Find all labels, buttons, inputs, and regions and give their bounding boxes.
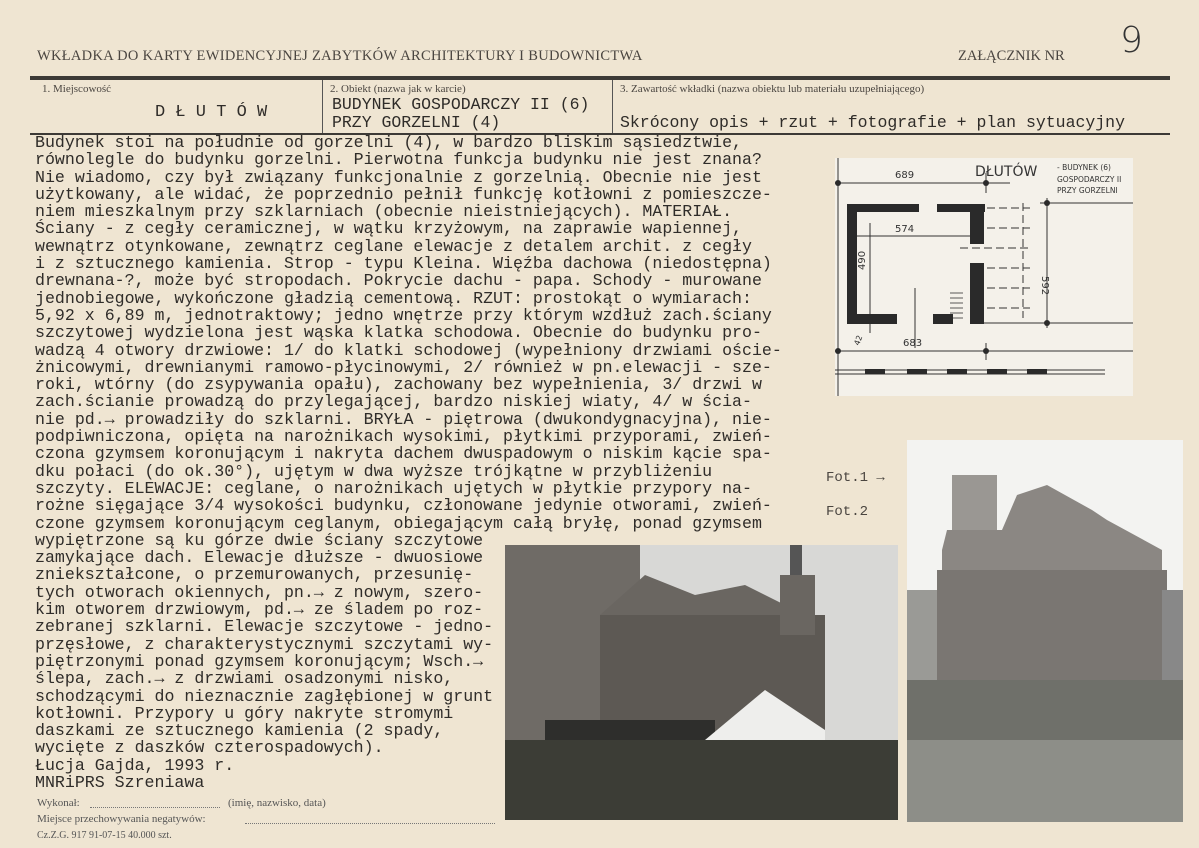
dim-top: 689 <box>895 170 915 181</box>
description-line: równolegle do budynku gorzelni. Pierwotna funkcja budynku nie jest znana? <box>35 150 762 170</box>
description-line: Ściany - z cegły ceramicznej, w wątku krzyżowym, na zaprawie wapiennej, <box>35 219 743 239</box>
description-line: jednobiegowe, wykończone gładzią cementową. RZUT: prostokąt o wymiarach: <box>35 288 752 308</box>
description-line: użytkowany, ale widać, że poprzednio pełnił funkcję kotłowni z pomieszcze- <box>35 184 772 204</box>
description-line: wewnątrz otynkowane, zewnątrz ceglane elewacje z detalem archit. z cegły <box>35 236 752 256</box>
description-line: daszkami ze sztucznego kamienia (2 spady, <box>35 721 444 741</box>
description-line: Nie wiadomo, czy był związany funkcjonalnie z gorzelnią. Obecnie nie jest <box>35 167 762 187</box>
made-by-label: Wykonał: <box>37 797 80 809</box>
made-by-line <box>90 807 220 808</box>
header-rule <box>30 76 1170 80</box>
description-line: Budynek stoi na południe od gorzelni (4), w bardzo bliskim sąsiedztwie, <box>35 133 743 152</box>
description-line: szczytowej wydzielona jest wąska klatka schodowa. Obecnie do budynku pro- <box>35 323 762 343</box>
print-info: Cz.Z.G. 917 91-07-15 40.000 szt. <box>37 830 172 841</box>
description-line: szczyty. ELEWACJE: ceglane, o narożnikach ujętych w płytkie przypory na- <box>35 478 752 498</box>
photo-building-view-1 <box>505 545 898 820</box>
dim-inner-width: 574 <box>895 224 915 235</box>
description-line: przęsłowe, z charakterystycznymi szczytami wy- <box>35 634 494 654</box>
description-line: drewnana-?, może być stropodach. Pokrycie dachu - papa. Schody - murowane <box>35 271 762 291</box>
floor-plan <box>835 158 1133 396</box>
content-label: 3. Zawartość wkładki (nazwa obiektu lub materiału uzupełniającego) <box>620 83 925 95</box>
annex-number: 9 <box>1120 20 1143 61</box>
description-line: żnicowymi, drewnianymi ramowo-płycinowymi, 2/ również w pn.elewacji - sze- <box>35 357 772 377</box>
description-line: zach.ścianie prowadzą do przylegającej, bardzo niskiej wiaty, 4/ w ścia- <box>35 392 752 412</box>
description-line: niem mieszkalnym przy szklarniach (obecnie nieistniejących). MATERIAŁ. <box>35 202 733 222</box>
dim-wall: 42 <box>852 334 865 347</box>
description-line: kotłowni. Przypory u góry nakryte stromymi <box>35 703 454 723</box>
photo2-image <box>907 440 1183 822</box>
annex-label: ZAŁĄCZNIK NR <box>958 48 1065 64</box>
description-line: piętrzonymi ponad gzymsem koronującym; Wsch.→ <box>35 651 484 671</box>
description-line: roki, wtórny (do zsypywania opału), zachowany bez wypełnienia, 3/ drzwi w <box>35 375 762 395</box>
description-line: czona gzymsem koronującym i nakryta dachem dwuspadowym o niskim kącie spa- <box>35 444 772 464</box>
description-line: wycięte z daszków czterospadowych). <box>35 738 384 758</box>
description-line: ślepa, zach.→ z drzwiami osadzonymi nisko, <box>35 669 454 689</box>
description-line: nie pd.→ prowadziły do szklarni. BRYŁA - piętrowa (dwukondygnacyjna), nie- <box>35 409 772 429</box>
field-divider <box>612 80 613 133</box>
description-line: 5,92 x 6,89 m, jednotraktowy; jedno wnętrze przy którym wzdłuż zach.ściany <box>35 305 772 325</box>
description-line: Łucja Gajda, 1993 r. <box>35 755 235 775</box>
negatives-label: Miejsce przechowywania negatywów: <box>37 813 206 825</box>
object-value-line2: PRZY GORZELNI (4) <box>332 113 501 132</box>
dim-bottom: 683 <box>903 338 923 349</box>
dim-inner-height: 490 <box>857 250 868 270</box>
field-divider <box>322 80 323 133</box>
description-line: wadzą 4 otwory drzwiowe: 1/ do klatki schodowej (wypełniony drzwiami oście- <box>35 340 782 360</box>
description-line: MNRiPRS Szreniawa <box>35 772 205 792</box>
description-line: czone gzymsem koronującym ceglanym, obiegającym całą bryłę, ponad gzymsem <box>35 513 762 533</box>
form-title: WKŁADKA DO KARTY EWIDENCYJNEJ ZABYTKÓW ARCHITEKTURY I BUDOWNICTWA <box>37 48 643 64</box>
locality-value: D Ł U T Ó W <box>155 103 268 122</box>
description-line: zebranej szklarni. Elewacje szczytowe - jedno- <box>35 617 494 637</box>
floor-plan-drawing <box>835 158 1133 396</box>
dim-outer-height: 592 <box>1039 276 1050 296</box>
negatives-line <box>245 823 495 824</box>
content-value: Skrócony opis + rzut + fotografie + plan sytuacyjny <box>620 113 1125 132</box>
locality-label: 1. Miejscowość <box>42 83 112 95</box>
description-line: podpiwniczona, opięta na narożnikach wysokimi, płytkimi przyporami, zwień- <box>35 427 772 447</box>
plan-caption-line2: GOSPODARCZY II <box>1057 175 1122 184</box>
plan-caption-main: DŁUTÓW <box>975 164 1038 180</box>
description-line: schodzącymi do nieznacznie zagłębionej w grunt <box>35 686 494 706</box>
photo-building-view-2 <box>907 440 1183 822</box>
description-line: zamykające dach. Elewacje dłuższe - dwuosiowe <box>35 548 484 568</box>
plan-caption-line1: - BUDYNEK (6) <box>1057 163 1111 172</box>
plan-caption-line3: PRZY GORZELNI <box>1057 186 1118 195</box>
made-by-hint: (imię, nazwisko, data) <box>228 797 326 809</box>
description-line: wypiętrzone są ku górze dwie ściany szczytowe <box>35 530 484 550</box>
description-line: zniekształcone, o przemurowanych, przesunię- <box>35 565 474 585</box>
photo1-image <box>505 545 898 820</box>
photo1-label: Fot.1 → <box>826 470 885 486</box>
description-line: i z sztucznego kamienia. Strop - typu Kleina. Więźba dachowa (niedostępna) <box>35 254 772 274</box>
object-label: 2. Obiekt (nazwa jak w karcie) <box>330 83 466 95</box>
photo2-label: Fot.2 <box>826 504 869 520</box>
description-line: dku połaci (do ok.30°), ujętym w dwa wyższe trójkątne w przybliżeniu <box>35 461 713 481</box>
object-value-line1: BUDYNEK GOSPODARCZY II (6) <box>332 95 590 114</box>
description-line: rożne sięgające 3/4 wysokości budynku, członowane jedynie otworami, zwień- <box>35 496 772 516</box>
description-line: tych otworach okiennych, pn.→ z nowym, szero- <box>35 582 484 602</box>
description-line: kim otworem drzwiowym, pd.→ ze śladem po roz- <box>35 600 484 620</box>
